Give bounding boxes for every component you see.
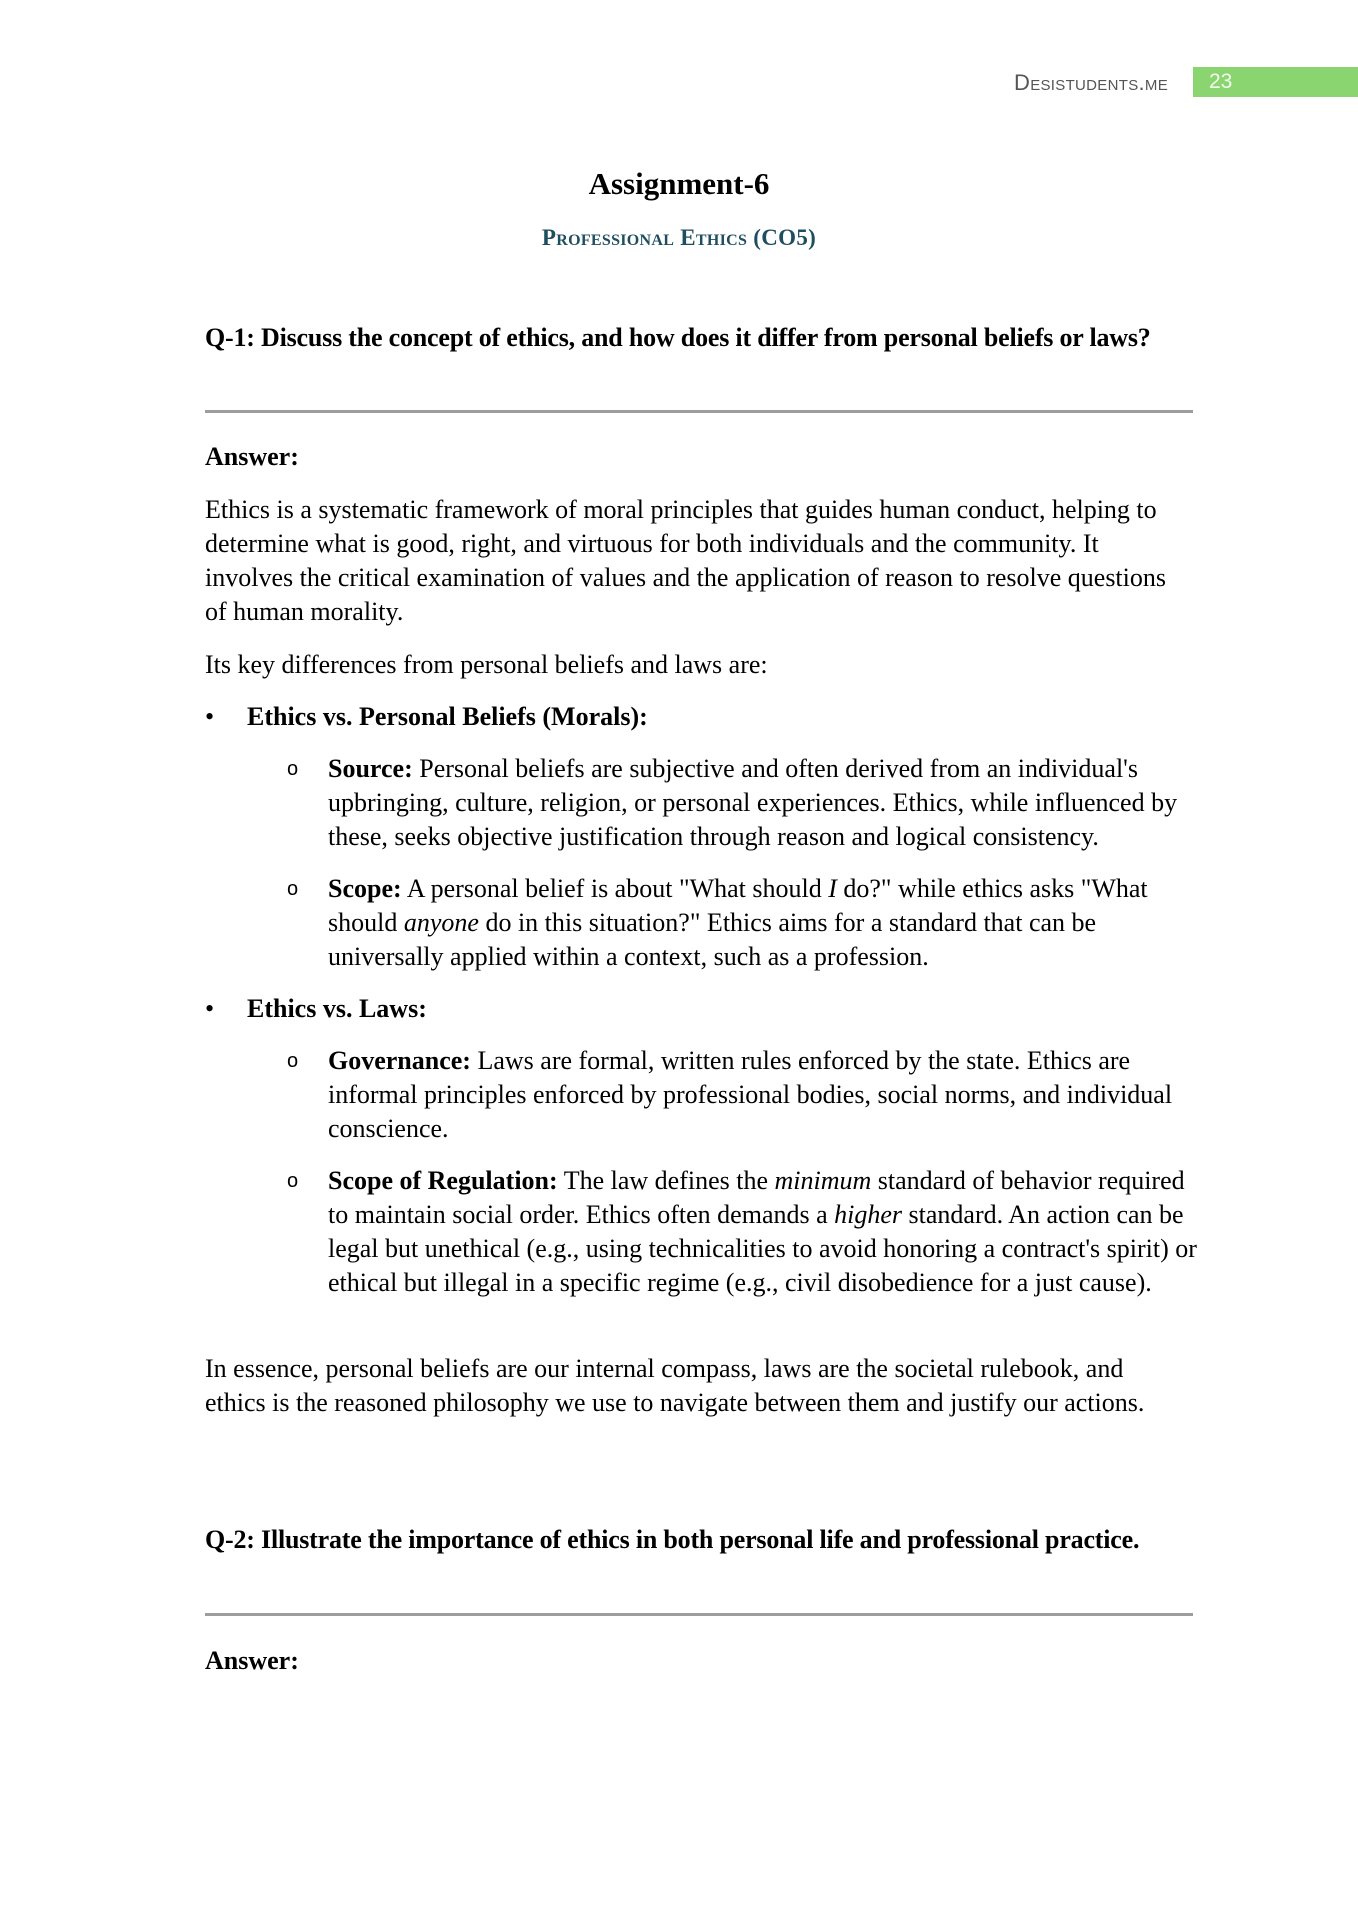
- sub-bullet-icon: o: [287, 758, 299, 780]
- sub-item-text: standard. An action can be legal but unethical (e.g., using technicalities to avoid honoring a contract's spirit) or ethical but illegal in a specific regime (e.g., civil disobedience for a just cause).: [328, 1200, 1197, 1297]
- page-number: 23: [1209, 70, 1233, 93]
- sub-item-emphasis: I: [828, 874, 837, 903]
- question-1: Q-1: Discuss the concept of ethics, and how does it differ from personal beliefs or laws?: [205, 323, 1151, 352]
- sub-bullet-icon: o: [287, 878, 299, 900]
- sub-item-text: standard of behavior required to maintain social order. Ethics often demands a: [328, 1166, 1185, 1229]
- sub-item-label: Source:: [328, 754, 413, 783]
- document-title: Assignment-6: [588, 166, 770, 201]
- header-site-name: Desistudents.me: [1014, 70, 1169, 95]
- sub-item-text: Laws are formal, written rules enforced by the state. Ethics are informal principles enforced by professional bodies, social norms, and individual conscience.: [328, 1046, 1173, 1143]
- question-2: Q-2: Illustrate the importance of ethics in both personal life and professional practice.: [205, 1525, 1140, 1554]
- divider-q2: [205, 1613, 1193, 1616]
- sub-item-label: Governance:: [328, 1046, 471, 1075]
- bullet-heading: Ethics vs. Laws:: [247, 994, 427, 1023]
- sub-item-text: do in this situation?" Ethics aims for a standard that can be universally applied within a context, such as a profession.: [328, 908, 1097, 971]
- answer-label-q2: Answer:: [205, 1646, 299, 1675]
- q1-intro-paragraph: Ethics is a systematic framework of moral principles that guides human conduct, helping to determine what is good, right, and virtuous for both individuals and the community. It involves the critical examination of values and the application of reason to resolve questions of human morality.: [205, 495, 1166, 626]
- sub-item-governance: [287, 1044, 1202, 1146]
- bullet-heading: Ethics vs. Personal Beliefs (Morals):: [247, 702, 648, 731]
- sub-item-text: The law defines the: [557, 1166, 775, 1195]
- sub-bullet-icon: o: [287, 1050, 299, 1072]
- sub-item-source: [287, 752, 1202, 854]
- sub-item-scope-of-regulation: [287, 1164, 1202, 1300]
- bullet-icon: •: [205, 994, 215, 1023]
- sub-item-emphasis: minimum: [774, 1166, 872, 1195]
- sub-item-scope: [287, 872, 1202, 974]
- q1-conclusion: In essence, personal beliefs are our internal compass, laws are the societal rulebook, and ethics is the reasoned philosophy we use to navigate between them and justify our actions.: [205, 1354, 1145, 1417]
- sub-item-label: Scope of Regulation:: [328, 1166, 558, 1195]
- sub-item-emphasis: higher: [834, 1200, 903, 1229]
- sub-item-text: Personal beliefs are subjective and often derived from an individual's upbringing, culture, religion, or personal experiences. Ethics, while influenced by these, seeks objective justification through reason and logical consistency.: [328, 754, 1178, 851]
- sub-item-label: Scope:: [328, 874, 402, 903]
- document-subtitle: Professional Ethics (CO5): [541, 225, 817, 250]
- answer-label-q1: Answer:: [205, 442, 299, 471]
- sub-bullet-icon: o: [287, 1170, 299, 1192]
- q1-lead-in: Its key differences from personal beliefs and laws are:: [205, 650, 768, 679]
- divider-q1: [205, 410, 1193, 413]
- bullet-icon: •: [205, 702, 215, 731]
- sub-item-text: do?" while ethics asks "What should: [328, 874, 1148, 937]
- sub-item-emphasis: anyone: [403, 908, 479, 937]
- sub-item-text: A personal belief is about "What should: [401, 874, 829, 903]
